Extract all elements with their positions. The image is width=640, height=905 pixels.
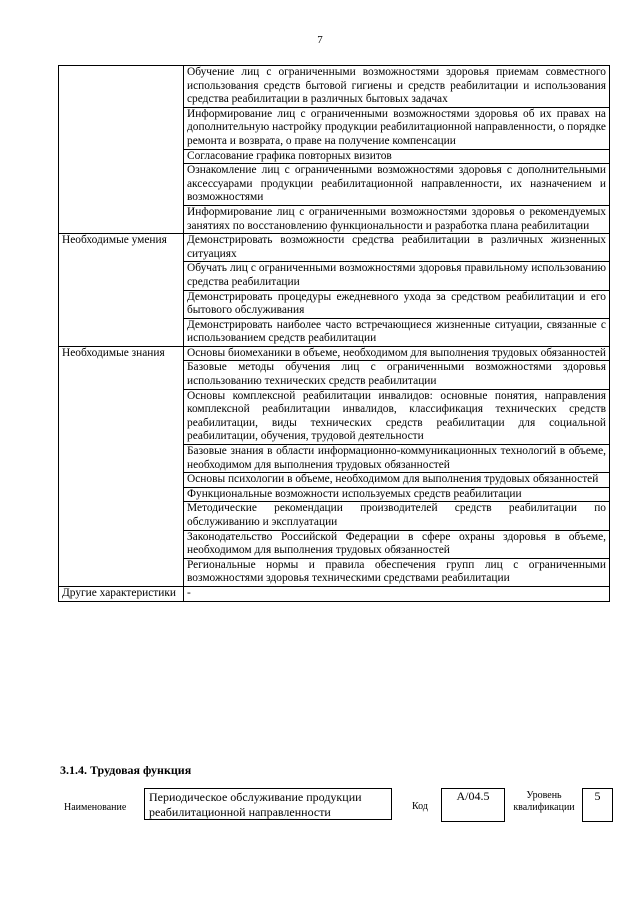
row-item-text: Обучать лиц с ограниченными возможностями здоровья правильному использованию средства реабилитации: [184, 262, 610, 290]
table-row: [59, 346, 610, 361]
row-item-text: Региональные нормы и правила обеспечения групп лиц с ограниченными возможностями здоровья техническими средствами реабилитации: [184, 558, 610, 586]
table-row: [59, 234, 610, 262]
row-item-text: Основы биомеханики в объеме, необходимом для выполнения трудовых обязанностей: [184, 346, 610, 361]
table-row: [59, 66, 610, 108]
row-item-text: Ознакомление лиц с ограниченными возможностями здоровья с дополнительными аксессуарами продукции реабилитационной направленности, их назначением и возможностями: [184, 164, 610, 206]
row-group-label: Другие характеристики: [59, 586, 184, 601]
table-row: [59, 586, 610, 601]
row-item-text: Базовые методы обучения лиц с ограниченными возможностями здоровья использованию технических средств реабилитации: [184, 361, 610, 389]
row-item-text: Демонстрировать процедуры ежедневного ухода за средством реабилитации и его бытового обслуживания: [184, 290, 610, 318]
requirements-table-body: [59, 66, 610, 602]
row-group-label: [59, 66, 184, 234]
name-value-box: Периодическое обслуживание продукции реабилитационной направленности: [144, 788, 392, 820]
row-group-label: Необходимые знания: [59, 346, 184, 586]
name-label: Наименование: [64, 802, 127, 813]
row-item-text: Обучение лиц с ограниченными возможностями здоровья приемам совместного использования средств бытовой гигиены и средств реабилитации и использования средства реабилитации в различных бытовых задачах: [184, 66, 610, 108]
row-item-text: Информирование лиц с ограниченными возможностями здоровья о рекомендуемых занятиях по восстановлению функциональности и разработка плана реабилитации: [184, 205, 610, 233]
labor-function-row: [60, 788, 612, 824]
row-item-text: Функциональные возможности используемых средств реабилитации: [184, 487, 610, 502]
row-item-text: Основы комплексной реабилитации инвалидов: основные понятия, направления комплексной реабилитации инвалидов, классификация технических средств реабилитации, виды технических средств реабилитации для социальной реабилитации, обучения, трудовой деятельности: [184, 389, 610, 444]
row-item-text: Базовые знания в области информационно-коммуникационных технологий в объеме, необходимом для выполнения трудовых обязанностей: [184, 445, 610, 473]
level-value-box: 5: [582, 788, 613, 822]
page-number: 7: [317, 34, 323, 46]
section-title: 3.1.4. Трудовая функция: [60, 763, 192, 777]
requirements-table: [58, 65, 610, 602]
row-item-text: Законодательство Российской Федерации в сфере охраны здоровья в объеме, необходимом для выполнения трудовых обязанностей: [184, 530, 610, 558]
row-item-text: -: [184, 586, 610, 601]
row-item-text: Методические рекомендации производителей средств реабилитации по обслуживанию и эксплуатации: [184, 502, 610, 530]
row-item-text: Согласование графика повторных визитов: [184, 149, 610, 164]
row-group-label: Необходимые умения: [59, 234, 184, 347]
level-label: Уровень квалификации: [513, 790, 575, 813]
row-item-text: Основы психологии в объеме, необходимом для выполнения трудовых обязанностей: [184, 473, 610, 488]
row-item-text: Демонстрировать возможности средства реабилитации в различных жизненных ситуациях: [184, 234, 610, 262]
row-item-text: Информирование лиц с ограниченными возможностями здоровья об их правах на дополнительную настройку продукции реабилитационной направленности, о порядке ремонта и возврата, о праве на получение компенсации: [184, 107, 610, 149]
code-value-box: A/04.5: [441, 788, 505, 822]
code-label: Код: [412, 801, 428, 812]
row-item-text: Демонстрировать наиболее часто встречающиеся жизненные ситуации, связанные с использованием средств реабилитации: [184, 318, 610, 346]
